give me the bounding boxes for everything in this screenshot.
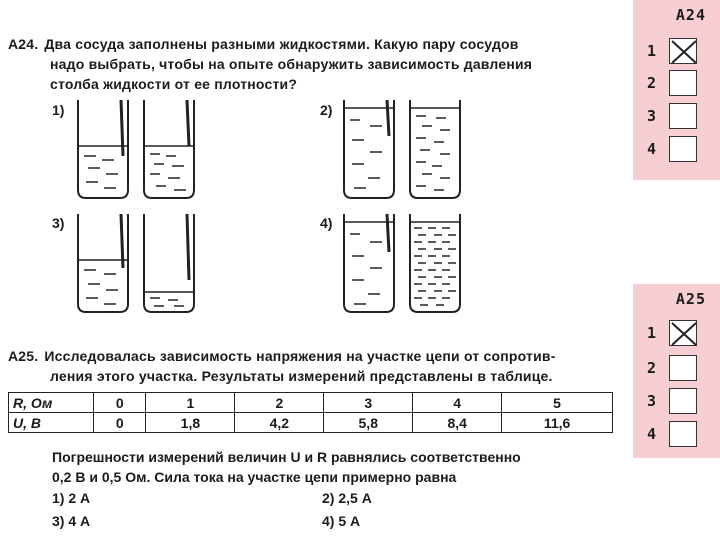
a25-line-2: ления этого участка. Результаты измерений представлены в таблице. — [50, 368, 553, 384]
a24-option-4-label: 4) — [320, 215, 333, 231]
a24-option-3-label: 3) — [52, 215, 65, 231]
vessel-1a — [78, 100, 128, 198]
vessel-2a — [344, 100, 394, 198]
table-cell: 2 — [235, 393, 324, 413]
a25-answer-1: 1) 2 А — [52, 490, 91, 506]
vessel-pair-4 — [340, 210, 466, 316]
table-cell: 5,8 — [324, 413, 413, 433]
a25-answer-num-3: 3 — [647, 392, 657, 410]
a25-answer-checkbox-2[interactable] — [669, 355, 697, 381]
a24-option-1-label: 1) — [52, 102, 65, 118]
vessel-pair-1 — [74, 96, 200, 202]
measurement-table — [8, 392, 613, 433]
a24-answer-num-4: 4 — [647, 140, 657, 158]
answer-panel-a24-title: А24 — [675, 6, 706, 24]
a25-answer-num-4: 4 — [647, 425, 657, 443]
table-cell: 0 — [94, 413, 146, 433]
answer-panel-a25 — [633, 284, 720, 458]
vessel-pair-2 — [340, 96, 466, 202]
row-label-resistance: R, Ом — [9, 393, 94, 413]
a25-number: А25. — [8, 348, 39, 364]
a24-line-2: надо выбрать, чтобы на опыте обнаружить зависимость давления — [50, 56, 533, 72]
a24-number: А24. — [8, 36, 39, 52]
vessel-3b — [144, 214, 194, 312]
table-cell: 3 — [324, 393, 413, 413]
a25-answer-checkbox-4[interactable] — [669, 421, 697, 447]
table-row-voltage — [9, 413, 613, 433]
vessel-1b — [144, 100, 194, 198]
a25-answer-4: 4) 5 А — [322, 513, 361, 529]
a24-option-2-label: 2) — [320, 102, 333, 118]
a25-after-line-1: Погрешности измерений величин U и R равнялись соответственно — [52, 449, 521, 465]
cross-mark-icon — [670, 321, 698, 347]
row-label-voltage: U, В — [9, 413, 94, 433]
vessel-4a — [344, 214, 394, 312]
table-cell: 1 — [146, 393, 235, 413]
answer-panel-a24 — [633, 0, 720, 180]
a24-line-1: Два сосуда заполнены разными жидкостями. Какую пару сосудов — [44, 36, 519, 52]
table-row-resistance — [9, 393, 613, 413]
a25-answer-num-1: 1 — [647, 324, 657, 342]
table-cell: 1,8 — [146, 413, 235, 433]
a25-answer-2: 2) 2,5 А — [322, 490, 372, 506]
a24-question — [8, 34, 532, 94]
a24-answer-num-3: 3 — [647, 107, 657, 125]
cross-mark-icon — [670, 39, 698, 65]
vessel-2b — [410, 100, 460, 198]
a24-answer-checkbox-2[interactable] — [669, 70, 697, 96]
a24-answer-num-1: 1 — [647, 42, 657, 60]
vessel-pair-3 — [74, 210, 200, 316]
a25-question — [8, 346, 556, 386]
a24-line-3: столба жидкости от ее плотности? — [50, 76, 298, 92]
table-cell: 5 — [502, 393, 613, 413]
a24-answer-checkbox-3[interactable] — [669, 103, 697, 129]
table-cell: 4 — [413, 393, 502, 413]
a24-answer-num-2: 2 — [647, 74, 657, 92]
vessel-3a — [78, 214, 128, 312]
a25-answer-3: 3) 4 А — [52, 513, 91, 529]
a25-answer-checkbox-1[interactable] — [669, 320, 697, 346]
table-cell: 8,4 — [413, 413, 502, 433]
vessel-4b — [410, 214, 460, 312]
a24-answer-checkbox-1[interactable] — [669, 38, 697, 64]
a24-answer-checkbox-4[interactable] — [669, 136, 697, 162]
a25-line-1: Исследовалась зависимость напряжения на участке цепи от сопротив- — [44, 348, 556, 364]
table-cell: 11,6 — [502, 413, 613, 433]
a25-answer-num-2: 2 — [647, 359, 657, 377]
answer-panel-a25-title: А25 — [675, 290, 706, 308]
table-cell: 0 — [94, 393, 146, 413]
a25-answer-checkbox-3[interactable] — [669, 388, 697, 414]
a25-after-line-2: 0,2 В и 0,5 Ом. Сила тока на участке цепи примерно равна — [52, 469, 457, 485]
table-cell: 4,2 — [235, 413, 324, 433]
